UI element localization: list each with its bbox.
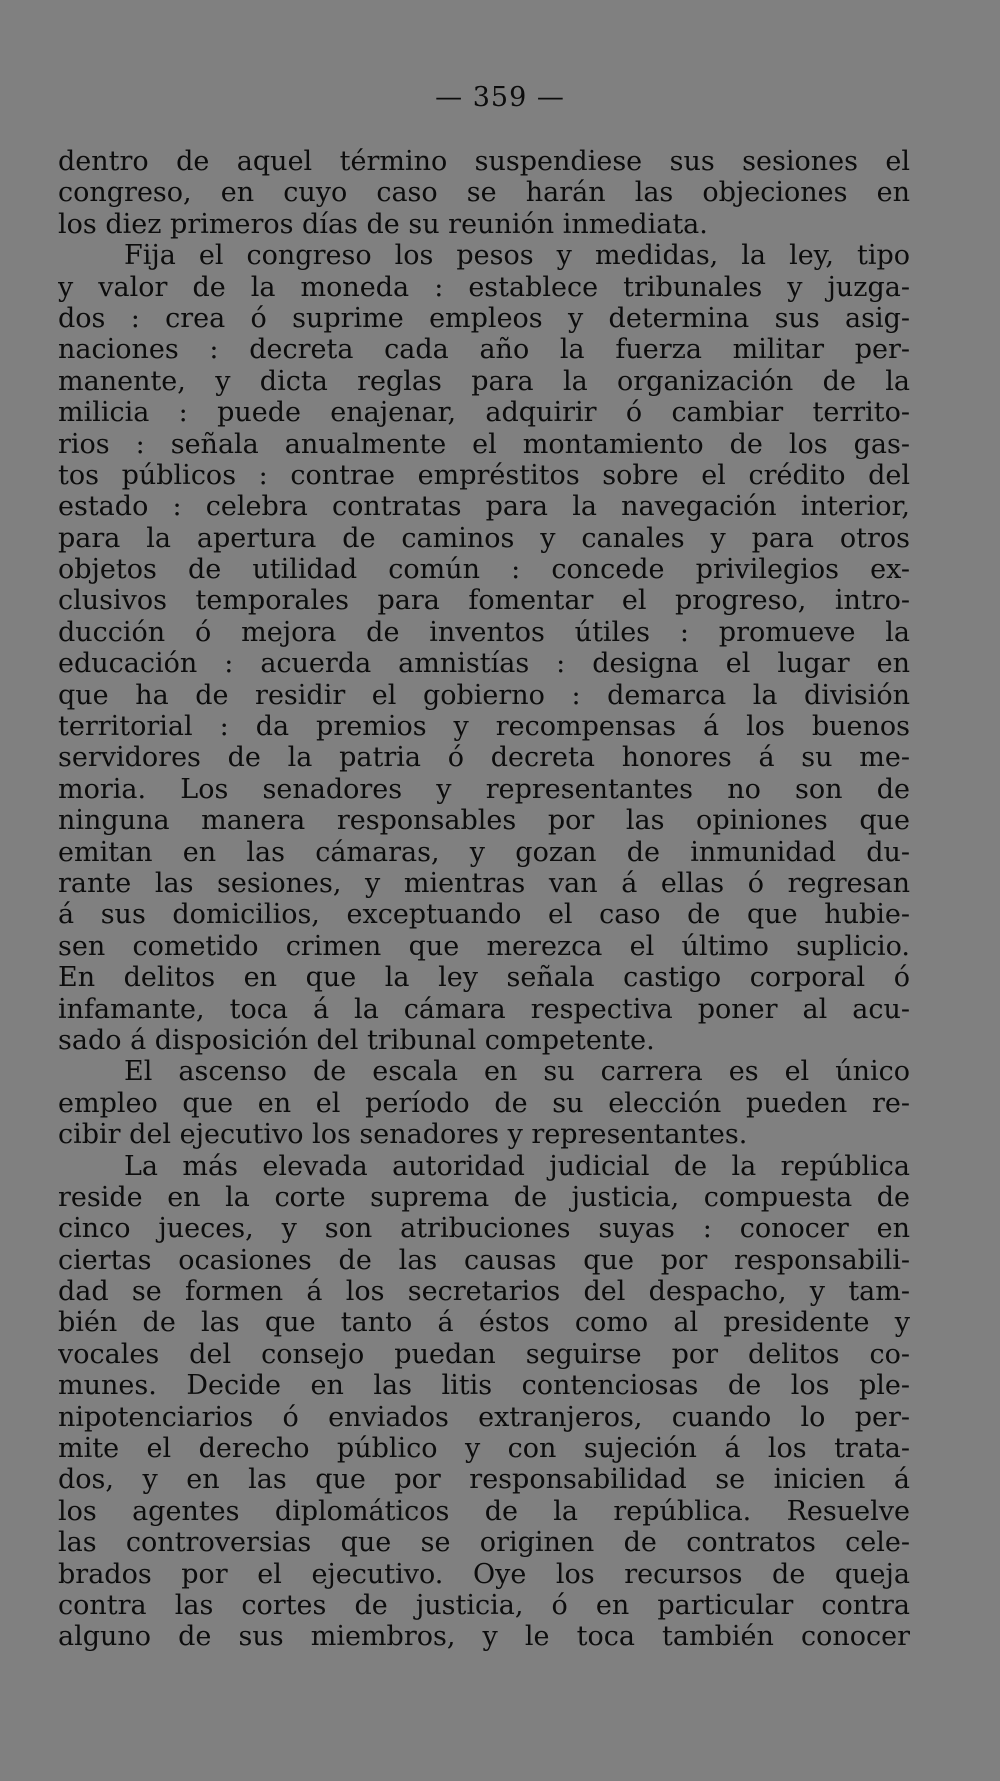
text-line: estado : celebra contratas para la navegación interior, <box>58 491 910 523</box>
text-line: milicia : puede enajenar, adquirir ó cambiar territo- <box>58 397 910 429</box>
text-line: alguno de sus miembros, y le toca también conocer <box>58 1621 910 1653</box>
text-line: para la apertura de caminos y canales y para otros <box>58 522 910 554</box>
text-line: los diez primeros días de su reunión inmediata. <box>58 208 708 240</box>
text-line: mite el derecho público y con sujeción á los trata- <box>58 1433 910 1465</box>
text-line: reside en la corte suprema de justicia, compuesta de <box>58 1181 910 1213</box>
text-line: que ha de residir el gobierno : demarca la división <box>58 679 910 711</box>
text-line: moria. Los senadores y representantes no son de <box>58 773 910 805</box>
text-line: ducción ó mejora de inventos útiles : promueve la <box>58 616 910 648</box>
text-line: y valor de la moneda : establece tribunales y juzga- <box>58 271 910 303</box>
text-line: dentro de aquel término suspendiese sus sesiones el <box>58 146 910 177</box>
text-line: congreso, en cuyo caso se harán las objeciones en <box>58 177 910 209</box>
text-line: ciertas ocasiones de las causas que por responsabili- <box>58 1244 910 1276</box>
text-line: brados por el ejecutivo. Oye los recursos de queja <box>58 1558 910 1590</box>
text-line: La más elevada autoridad judicial de la república <box>124 1150 910 1182</box>
page-number: — 359 — <box>435 82 565 113</box>
body-text <box>58 146 910 1653</box>
text-line: dos : crea ó suprime empleos y determina sus asig- <box>58 302 910 334</box>
text-line: sen cometido crimen que merezca el último suplicio. <box>58 930 910 962</box>
text-line: infamante, toca á la cámara respectiva poner al acu- <box>58 993 910 1025</box>
text-line: empleo que en el período de su elección pueden re- <box>58 1087 910 1119</box>
text-line: emitan en las cámaras, y gozan de inmunidad du- <box>58 836 910 868</box>
text-line: dad se formen á los secretarios del despacho, y tam- <box>58 1276 910 1308</box>
text-line: objetos de utilidad común : concede privilegios ex- <box>58 554 910 586</box>
text-line: ninguna manera responsables por las opiniones que <box>58 805 910 837</box>
text-line: clusivos temporales para fomentar el progreso, intro- <box>58 585 910 617</box>
text-line: cibir del ejecutivo los senadores y representantes. <box>58 1119 748 1151</box>
text-line: manente, y dicta reglas para la organización de la <box>58 365 910 397</box>
text-line: naciones : decreta cada año la fuerza militar per- <box>58 334 910 366</box>
text-line: En delitos en que la ley señala castigo corporal ó <box>58 962 910 994</box>
text-line: Fija el congreso los pesos y medidas, la ley, tipo <box>124 240 910 272</box>
text-line: rante las sesiones, y mientras van á ellas ó regresan <box>58 867 910 899</box>
text-line: bién de las que tanto á éstos como al presidente y <box>58 1307 910 1339</box>
text-line: sado á disposición del tribunal competente. <box>58 1024 655 1056</box>
text-line: á sus domicilios, exceptuando el caso de que hubie- <box>58 899 910 931</box>
text-line: El ascenso de escala en su carrera es el único <box>124 1056 910 1088</box>
text-line: rios : señala anualmente el montamiento de los gas- <box>58 428 910 460</box>
text-line: munes. Decide en las litis contenciosas de los ple- <box>58 1370 910 1402</box>
text-line: nipotenciarios ó enviados extranjeros, cuando lo per- <box>58 1401 910 1433</box>
text-line: contra las cortes de justicia, ó en particular contra <box>58 1589 910 1621</box>
text-line: las controversias que se originen de contratos cele- <box>58 1527 910 1559</box>
text-line: servidores de la patria ó decreta honores á su me- <box>58 742 910 774</box>
text-line: tos públicos : contrae empréstitos sobre el crédito del <box>58 459 910 491</box>
text-line: vocales del consejo puedan seguirse por delitos co- <box>58 1338 910 1370</box>
text-line: territorial : da premios y recompensas á los buenos <box>58 711 910 743</box>
text-line: cinco jueces, y son atribuciones suyas : conocer en <box>58 1213 910 1245</box>
text-line: educación : acuerda amnistías : designa el lugar en <box>58 648 910 680</box>
text-line: los agentes diplomáticos de la república. Resuelve <box>58 1495 910 1527</box>
text-line: dos, y en las que por responsabilidad se inicien á <box>58 1464 910 1496</box>
